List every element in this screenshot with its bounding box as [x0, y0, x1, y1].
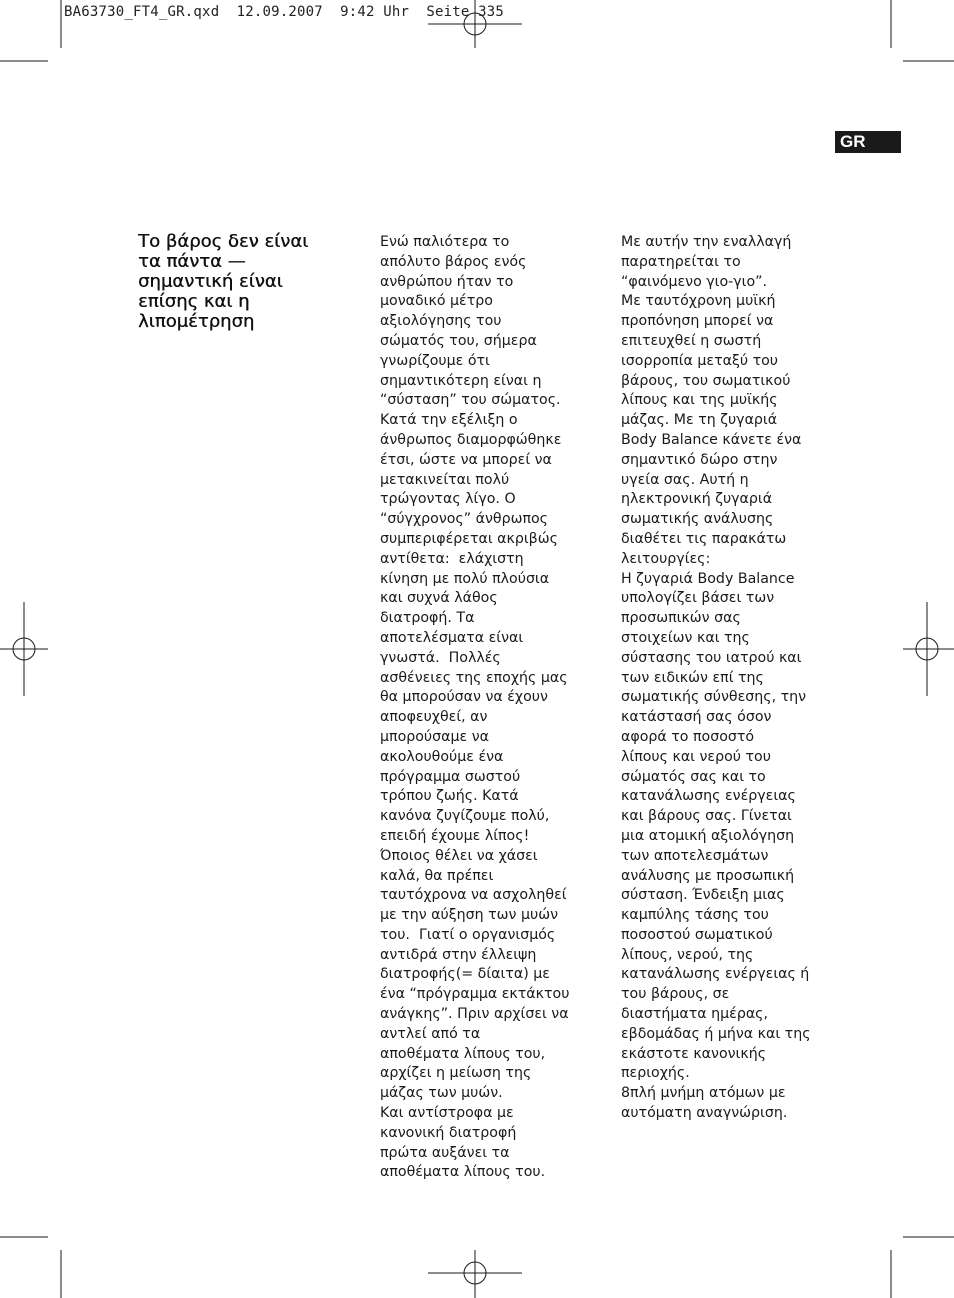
registration-mark-bottom — [428, 1250, 522, 1298]
print-slug: BA63730_FT4_GR.qxd 12.09.2007 9:42 Uhr Seite 335 — [64, 4, 505, 20]
section-heading: Το βάρος δεν είναι τα πάντα — σημαντική είναι επίσης και η λιπομέτρηση — [138, 231, 309, 332]
registration-mark-left — [0, 602, 48, 696]
registration-mark-right — [903, 602, 954, 696]
language-tab: GR — [835, 131, 901, 153]
body-column-2: Με αυτήν την εναλλαγή παρατηρείται το “φαινόμενο γιο-γιο”. Με ταυτόχρονη μυϊκή προπόνηση μπορεί να επιτευχθεί η σωστή ισορροπία μεταξύ του βάρους, του σωματικού λίπους και της μυϊκής μάζας. Με τη ζυγαριά Body Balance κάνετε ένα σημαντικό δώρο στην υγεία σας. Αυτή η ηλεκτρονική ζυγαριά σωματικής ανάλυσης διαθέτει τις παρακάτω λειτουργίες: Η ζυγαριά Body Balance υπολογίζει βάσει των προσωπικών σας στοιχείων και της σύστασης του ιατρού και των ειδικών επί της σωματικής σύνθεσης, την κατάστασή σας όσον αφορά το ποσοστό λίπους και νερού του σώματός σας και το κατανάλωσης ενέργειας και βάρους σας. Γίνεται μια ατομική αξιολόγηση των αποτελεσμάτων ανάλυσης με προσωπική σύσταση. Ένδειξη μιας καμπύλης τάσης του ποσοστού σωματικού λίπους, νερού, της κατανάλωσης ενέργειας ή του βάρους, σε διαστήματα ημέρας, εβδομάδας ή μήνα και της εκάστοτε κανονικής περιοχής. 8πλή μνήμη ατόμων με αυτόματη αναγνώριση. — [621, 234, 811, 1122]
body-column-1: Ενώ παλιότερα το απόλυτο βάρος ενός ανθρώπου ήταν το μοναδικό μέτρο αξιολόγησης του σώματός του, σήμερα γνωρίζουμε ότι σημαντικότερη είναι η “σύσταση” του σώματος. Κατά την εξέλιξη ο άνθρωπος διαμορφώθηκε έτσι, ώστε να μπορεί να μετακινείται πολύ τρώγοντας λίγο. Ο “σύγχρονος” άνθρωπος συμπεριφέρεται ακριβώς αντίθετα: ελάχιστη κίνηση με πολύ πλούσια και συχνά λάθος διατροφή. Τα αποτελέσματα είναι γνωστά. Πολλές ασθένειες της εποχής μας θα μπορούσαν να έχουν αποφευχθεί, αν μπορούσαμε να ακολουθούμε ένα πρόγραμμα σωστού τρόπου ζωής. Κατά κανόνα ζυγίζουμε πολύ, επειδή έχουμε λίπος! Όποιος θέλει να χάσει καλά, θα πρέπει ταυτόχρονα να ασχοληθεί με την αύξηση των μυών του. Γιατί ο οργανισμός αντιδρά στην έλλειψη διατροφής(= δίαιτα) με ένα “πρόγραμμα εκτάκτου ανάγκης”. Πριν αρχίσει να αντλεί από τα αποθέματα λίπους του, αρχίζει η μείωση της μάζας των μυών. Και αντίστροφα με κανονική διατροφή πρώτα αυξάνει τα αποθέματα λίπους του. — [380, 234, 570, 1181]
